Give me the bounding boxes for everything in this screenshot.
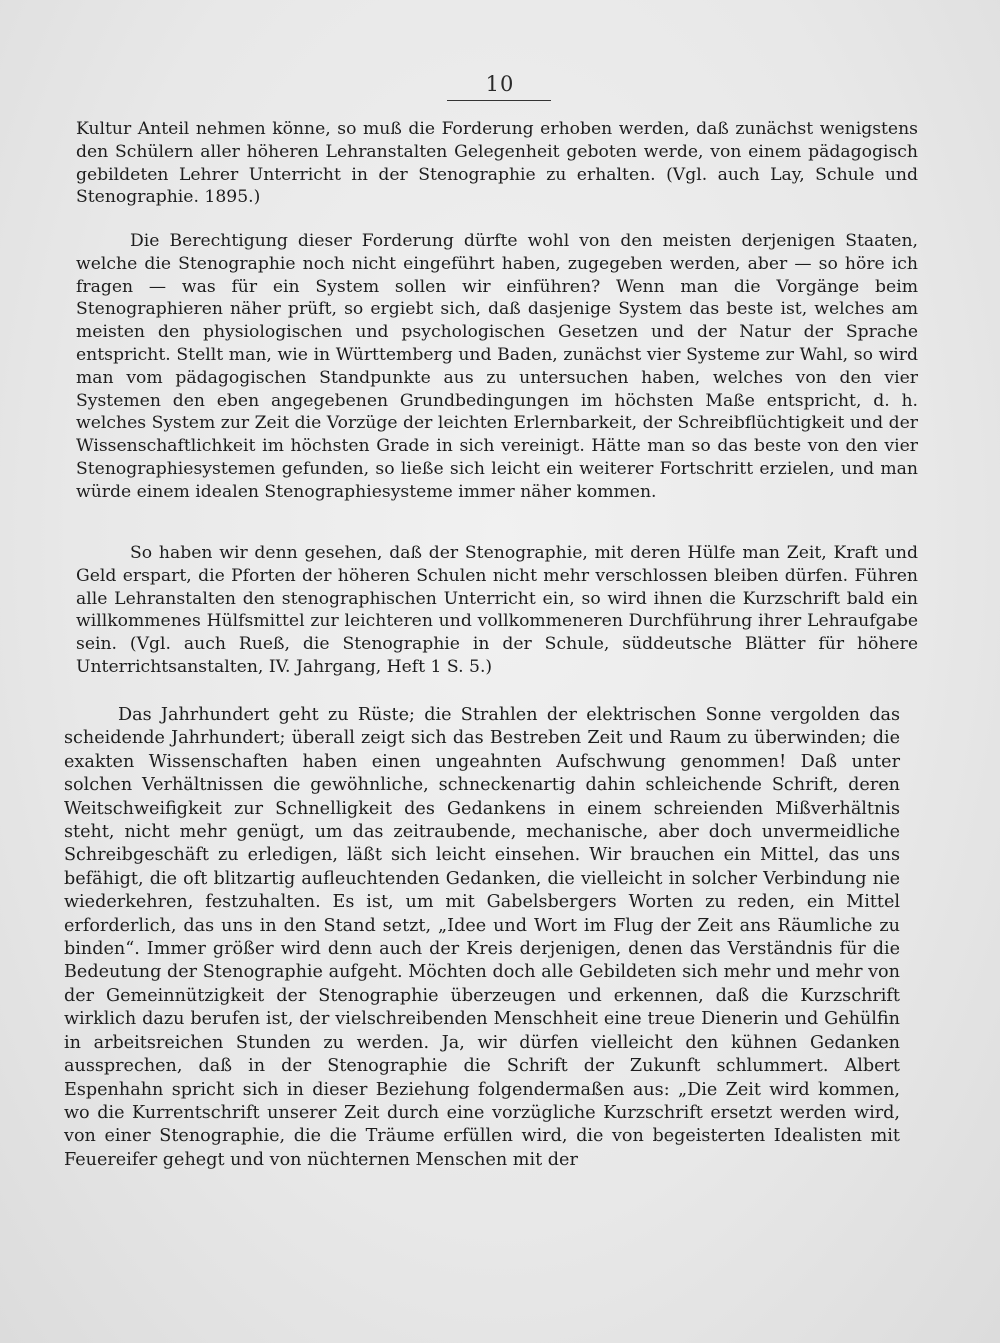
paragraph-continuation: Kultur Anteil nehmen könne, so muß die Forderung erhoben werden, daß zunächst wenigstens den Schülern aller höheren Lehranstalten Gelegenheit geboten werde, von einem pädagogisch gebildeten Lehrer Unterricht in der Stenographie zu erhalten. (Vgl. auch Lay, Schule und Stenographie. 1895.) <box>76 119 918 208</box>
paragraph-system-choice: Die Berechtigung dieser Forderung dürfte wohl von den meisten derjenigen Staaten, welche die Stenographie noch nicht eingeführt haben, zugegeben werden, aber — so höre ich fragen — was für ein System sollen wir einführen? Wenn man die Vorgänge beim Stenographieren näher prüft, so ergiebt sich, daß dasjenige System das beste ist, welches am meisten den physiologischen und psychologischen Gesetzen und der Natur der Sprache entspricht. Stellt man, wie in Württemberg und Baden, zunächst vier Systeme zur Wahl, so wird man vom pädagogischen Standpunkte aus zu untersuchen haben, welches von den vier Systemen den eben angegebenen Grundbedingungen im höchsten Maße entspricht, d. h. welches System zur Zeit die Vorzüge der leichten Erlernbarkeit, der Schreibflüchtigkeit und der Wissenschaftlichkeit im höchsten Grade in sich vereinigt. Hätte man so das beste von den vier Stenographiesystemen gefunden, so ließe sich leicht ein weiterer Fortschritt erzielen, und man würde einem idealen Stenographiesysteme immer näher kommen. <box>76 231 918 502</box>
header-rule <box>447 100 551 101</box>
page-number: 10 <box>485 72 515 96</box>
paragraph-schools: So haben wir denn gesehen, daß der Stenographie, mit deren Hülfe man Zeit, Kraft und Geld erspart, die Pforten der höheren Schulen nicht mehr verschlossen bleiben dürfen. Führen alle Lehranstalten den stenographischen Unterricht ein, so wird ihnen die Kurzschrift bald ein willkommenes Hülfsmittel zur leichteren und vollkommeneren Durchführung ihrer Lehraufgabe sein. (Vgl. auch Rueß, die Stenographie in der Schule, süddeutsche Blätter für höhere Unterrichtsanstalten, IV. Jahrgang, Heft 1 S. 5.) <box>76 543 918 677</box>
paragraph-century: Das Jahrhundert geht zu Rüste; die Strahlen der elektrischen Sonne vergolden das scheidende Jahrhundert; überall zeigt sich das Bestreben Zeit und Raum zu überwinden; die exakten Wissenschaften haben einen ungeahnten Aufschwung genommen! Daß unter solchen Verhältnissen die gewöhnliche, schneckenartig dahin schleichende Schrift, deren Weitschweifigkeit zur Schnelligkeit des Gedankens in einem schreienden Mißverhältnis steht, nicht mehr genügt, um das zeitraubende, mechanische, aber doch unvermeidliche Schreibgeschäft zu erledigen, läßt sich leicht einsehen. Wir brauchen ein Mittel, das uns befähigt, die oft blitzartig aufleuchtenden Gedanken, die vielleicht in solcher Verbindung nie wiederkehren, festzuhalten. Es ist, um mit Gabelsbergers Worten zu reden, ein Mittel erforderlich, das uns in den Stand setzt, „Idee und Wort im Flug der Zeit ans Räumliche zu binden“. Immer größer wird denn auch der Kreis derjenigen, denen das Verständnis für die Bedeutung der Stenographie aufgeht. Möchten doch alle Gebildeten sich mehr und mehr von der Gemeinnützigkeit der Stenographie überzeugen und erkennen, daß die Kurzschrift wirklich dazu berufen ist, der vielschreibenden Menschheit eine treue Dienerin und Gehülfin in arbeitsreichen Stunden zu werden. Ja, wir dürfen vielleicht den kühnen Gedanken aussprechen, daß in der Stenographie die Schrift der Zukunft schlummert. Albert Espenhahn spricht sich in dieser Beziehung folgendermaßen aus: „Die Zeit wird kommen, wo die Kurrentschrift unserer Zeit durch eine vorzügliche Kurzschrift ersetzt werden wird, von einer Stenographie, die die Träume erfüllen wird, die von begeisterten Idealisten mit Feuereifer gehegt und von nüchternen Menschen mit der <box>64 705 900 1170</box>
